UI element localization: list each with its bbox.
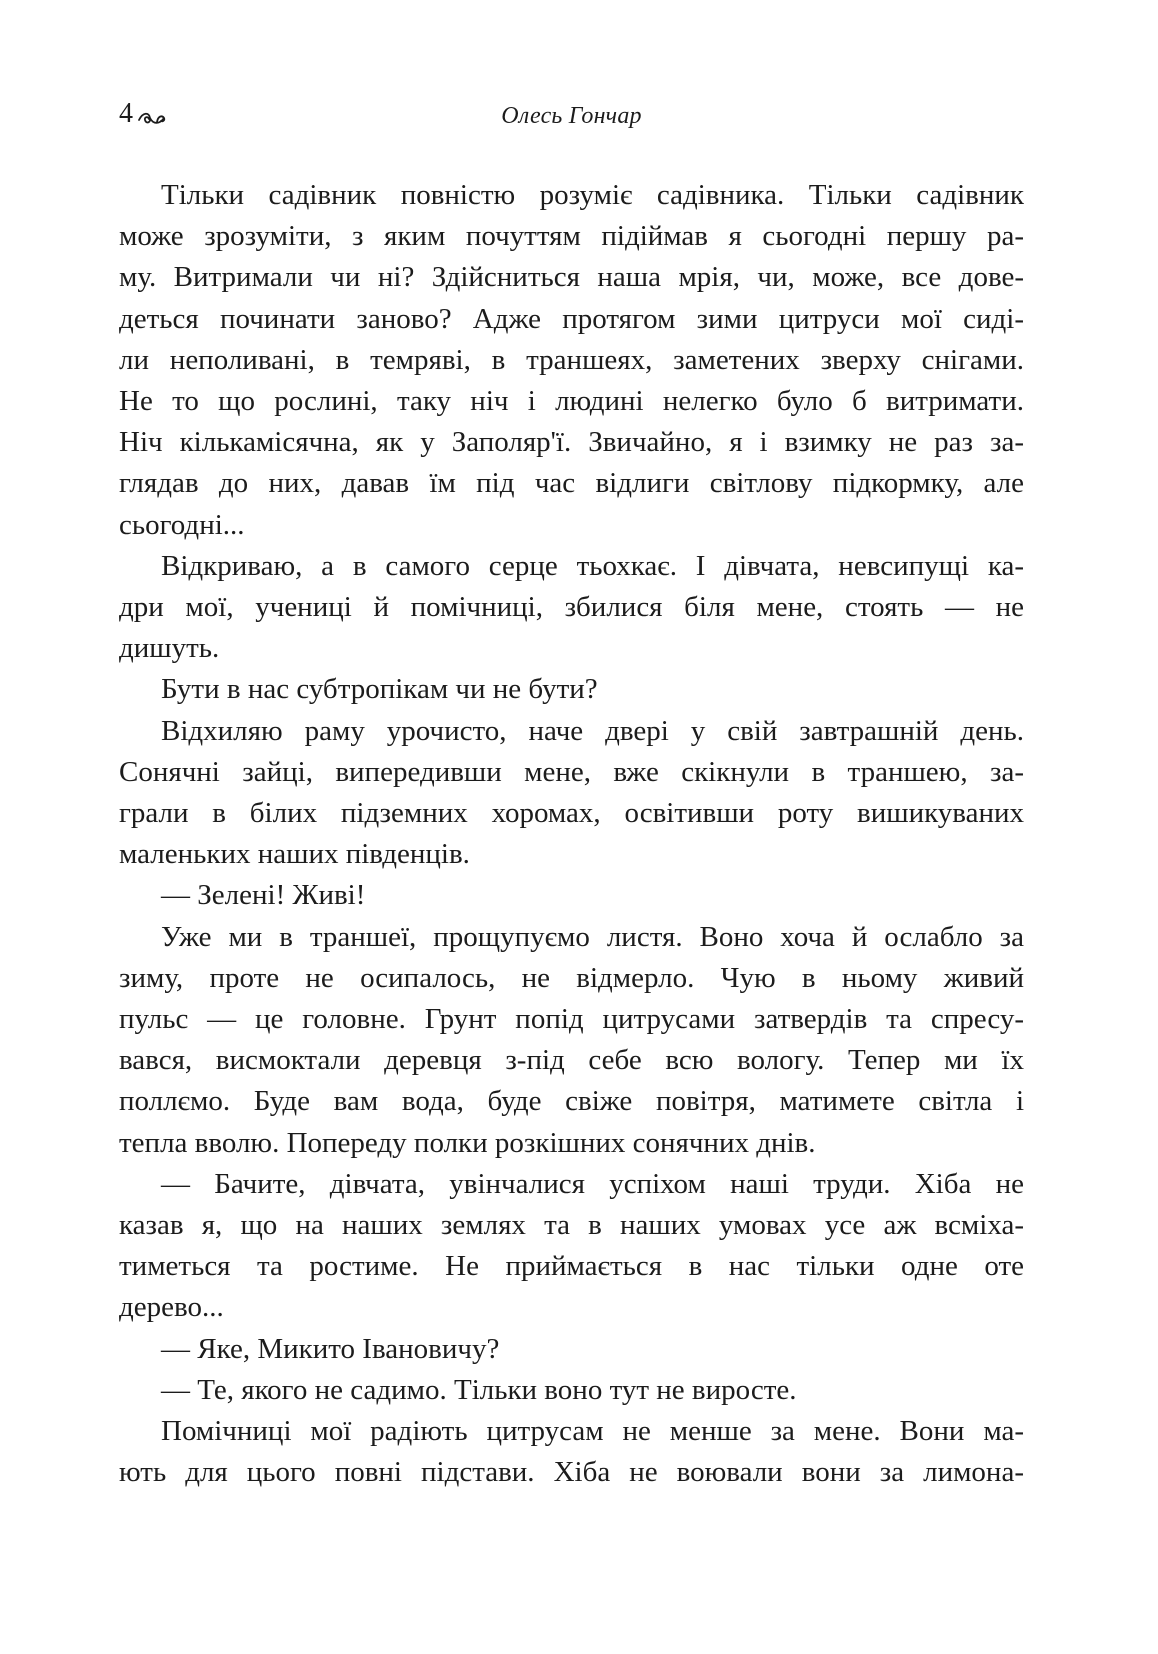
text-line: — Те, якого не садимо. Тільки воно тут не виросте. [161,1373,797,1406]
text-line: Помічниці мої радіють цитрусам не менше за мене. Вони ма- [161,1415,1024,1448]
text-line: пульс — це головне. Грунт попід цитрусами затвердів та спресу- [119,1003,1024,1036]
text-line: ють для цього повні підстави. Хіба не воювали вони за лимона- [119,1456,1024,1489]
text-line: дишуть. [119,632,220,665]
text-line: ли неполивані, в темряві, в траншеях, заметених зверху снігами. [119,343,1024,376]
text-line: Сонячні зайці, випередивши мене, вже скікнули в траншею, за- [119,755,1024,788]
text-line: зиму, проте не осипалось, не відмерло. Чую в ньому живий [119,961,1024,994]
body-text [119,175,1024,1494]
text-line: маленьких наших південців. [119,838,470,871]
book-page [119,95,1024,1494]
text-line: Уже ми в траншеї, прощупуємо листя. Воно хоча й ослабло за [161,920,1024,953]
text-line: — Бачите, дівчата, увінчалися успіхом наші труди. Хіба не [161,1167,1024,1200]
text-line: грали в білих підземних хоромах, освітивши роту вишикуваних [119,797,1024,830]
text-line: деться починати заново? Адже протягом зими цитруси мої сиді- [119,302,1024,335]
text-line: Ніч кількамісячна, як у Заполяр'ї. Звичайно, я і взимку не раз за- [119,426,1024,459]
text-line: дерево... [119,1291,224,1324]
text-line: казав я, що на наших землях та в наших умовах усе аж всміха- [119,1209,1024,1242]
text-line: — Зелені! Живі! [161,879,366,912]
text-line: може зрозуміти, з яким почуттям підіймав я сьогодні першу ра- [119,220,1024,253]
text-line: Не то що рослині, таку ніч і людині нелегко було б витримати. [119,385,1024,418]
text-line: глядав до них, давав їм під час відлиги світлову підкормку, але [119,467,1024,500]
text-line: вався, висмоктали деревця з-під себе всю вологу. Тепер ми їх [119,1044,1024,1077]
text-line: — Яке, Микито Івановичу? [161,1332,500,1365]
text-line: Тільки садівник повністю розуміє садівника. Тільки садівник [161,179,1024,211]
text-line: му. Витримали чи ні? Здійсниться наша мрія, чи, може, все дове- [119,261,1024,294]
text-line: тиметься та ростиме. Не приймається в нас тільки одне оте [119,1250,1024,1283]
text-line: дри мої, учениці й помічниці, збилися біля мене, стоять — не [119,591,1024,624]
page-number: 4 [119,98,133,129]
text-line: Відхиляю раму урочисто, наче двері у свій завтрашній день. [161,714,1024,747]
text-line: сьогодні... [119,508,245,541]
text-line: поллємо. Буде вам вода, буде свіже повітря, матимете світла і [119,1085,1024,1118]
running-head [119,95,1024,135]
text-line: тепла вволю. Попереду полки розкішних сонячних днів. [119,1126,816,1159]
book-author: Олесь Гончар [501,103,642,129]
text-line: Бути в нас субтропікам чи не бути? [161,673,598,706]
text-line: Відкриваю, а в самого серце тьохкає. І дівчата, невсипущі ка- [161,549,1024,582]
